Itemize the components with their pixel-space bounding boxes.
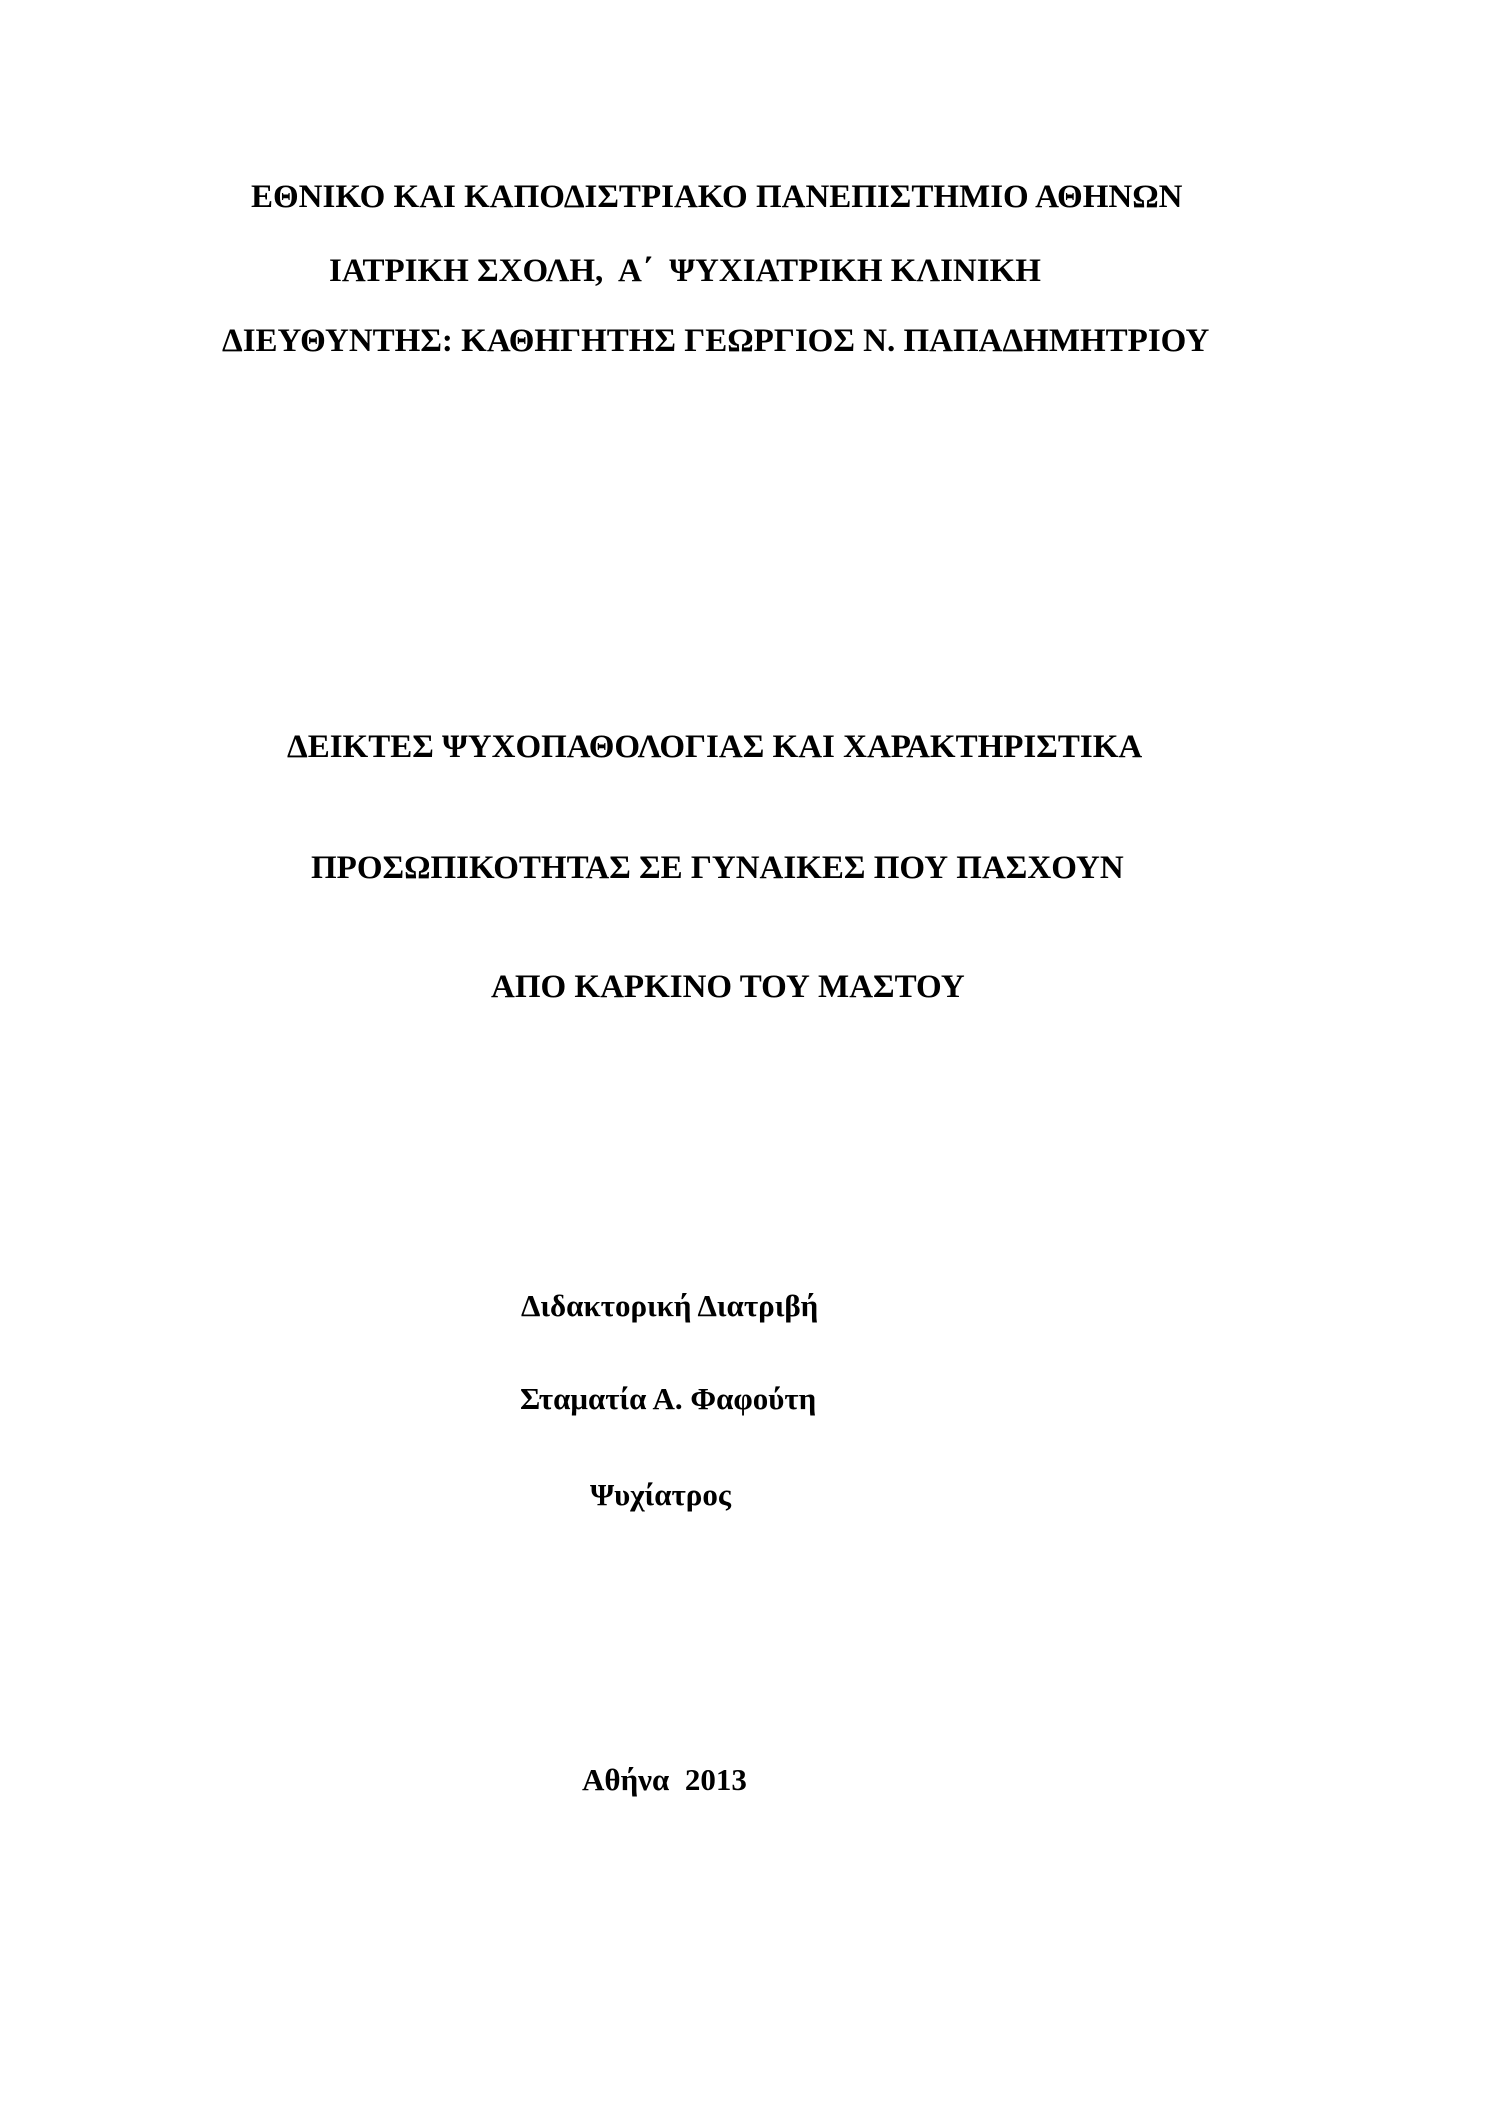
document-type: Διδακτορική Διατριβή <box>521 1288 819 1323</box>
institution-name: ΕΘΝΙΚΟ ΚΑΙ ΚΑΠΟΔΙΣΤΡΙΑΚΟ ΠΑΝΕΠΙΣΤΗΜΙΟ ΑΘΗΝΩΝ <box>251 179 1183 215</box>
author-profession: Ψυχίατρος <box>590 1477 731 1512</box>
place-and-year: Αθήνα 2013 <box>582 1762 747 1797</box>
author-name: Σταματία Α. Φαφούτη <box>520 1381 817 1416</box>
thesis-title-line-3: ΑΠΟ ΚΑΡΚΙΝΟ ΤΟΥ ΜΑΣΤΟΥ <box>491 969 965 1005</box>
director-line: ΔΙΕΥΘΥΝΤΗΣ: ΚΑΘΗΓΗΤΗΣ ΓΕΩΡΓΙΟΣ Ν. ΠΑΠΑΔΗΜΗΤΡΙΟΥ <box>222 323 1210 359</box>
thesis-title-line-1: ΔΕΙΚΤΕΣ ΨΥΧΟΠΑΘΟΛΟΓΙΑΣ ΚΑΙ ΧΑΡΑΚΤΗΡΙΣΤΙΚΑ <box>287 729 1143 765</box>
school-clinic: ΙΑΤΡΙΚΗ ΣΧΟΛΗ, Α΄ ΨΥΧΙΑΤΡΙΚΗ ΚΛΙΝΙΚΗ <box>329 253 1041 289</box>
thesis-title-line-2: ΠΡΟΣΩΠΙΚΟΤΗΤΑΣ ΣΕ ΓΥΝΑΙΚΕΣ ΠΟΥ ΠΑΣΧΟΥΝ <box>311 850 1124 886</box>
